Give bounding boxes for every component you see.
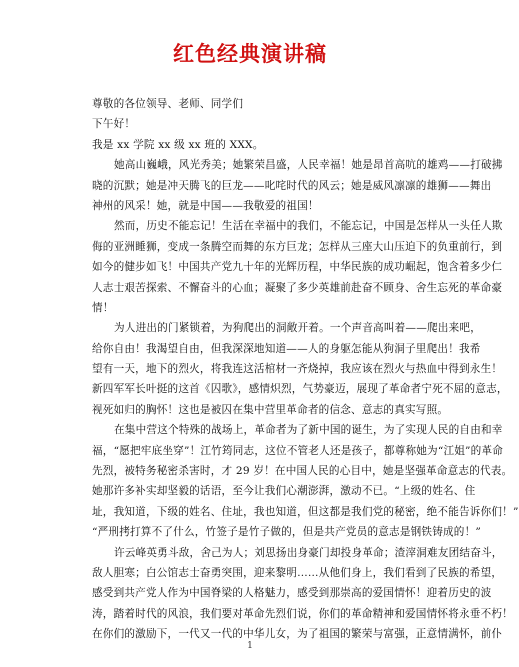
text-line: 侮的亚洲睡狮，变成一条腾空而舞的东方巨龙；怎样从三座大山压迫下的负重前行，到: [92, 240, 503, 253]
text-line: 址，我知道，下级的姓名、住址，我也知道，但这都是我们党的秘密，绝不能告诉你们！”: [92, 505, 519, 518]
text-line: 她高山巍峨，风光秀美；她繁荣昌盛，人民幸福！她是昂首高吭的雄鸡——打破拂: [114, 159, 503, 172]
text-line: 下午好！: [92, 118, 136, 131]
text-line: 为人进出的门紧锁着，为狗爬出的洞敞开着。一个声音高叫着——爬出来吧，: [114, 322, 481, 335]
text-line: 视死如归的胸怀！这也是被囚在集中营里革命者的信念、意志的真实写照。: [92, 403, 449, 416]
text-line: 神州的风采！她，就是中国——我敬爱的祖国！: [92, 199, 319, 212]
text-line: 人志士艰苦探索、不懈奋斗的心血；凝聚了多少英雄前赴奋不顾身、舍生忘死的革命豪: [92, 281, 503, 294]
text-line: 情！: [92, 301, 114, 314]
text-line: 她那许多补实却坚毅的话语，至今让我们心潮澎湃，激动不已。“上级的姓名、住: [92, 485, 476, 498]
text-line: 在集中营这个特殊的战场上，革命者为了新中国的诞生，为了实现人民的自由和幸: [114, 424, 503, 437]
text-line: 福，“愿把牢底坐穿”！江竹筠同志，这位不管老人还是孩子，都尊称她为“江姐”的革命: [92, 444, 504, 457]
text-line: 敌人胆寒；白公馆志士奋勇突围，迎来黎明……从他们身上，我们看到了民族的希望，: [92, 566, 503, 579]
text-line: 尊敬的各位领导、老师、同学们: [92, 98, 244, 110]
text-line: 晓的沉默；她是冲天腾飞的巨龙——叱咤时代的风云；她是威风凛凛的雄狮——舞出: [92, 179, 492, 192]
text-line: 然而，历史不能忘记！生活在幸福中的我们，不能忘记，中国是怎样从一头任人欺: [114, 220, 503, 233]
text-line: 我是 xx 学院 xx 级 xx 班的 XXX。: [92, 138, 264, 151]
page-number: 1: [247, 641, 253, 651]
text-line: 如今的健步如飞！中国共产党九十年的光辉历程，中华民族的成功崛起，饱含着多少仁: [92, 261, 503, 274]
text-line: 新四军军长叶挺的这首《囚歌》，感情炽烈，气势豪迈，展现了革命者宁死不屈的意志，: [92, 383, 508, 396]
text-line: 感受到共产党人作为中国脊梁的人格魅力，感受到那崇高的爱国情怀！迎着历史的波: [92, 587, 492, 600]
document-body: [92, 94, 519, 645]
text-line: 先烈，被特务秘密杀害时，才 29 岁！在中国人民的心目中，她是坚强革命意志的代表。: [92, 465, 513, 478]
text-line: “严刑拷打算不了什么，竹签子是竹子做的，但是共产党员的意志是钢铁铸成的！”: [92, 526, 482, 539]
text-line: 许云峰英勇斗敌，舍己为人；刘思扬出身豪门却投身革命；渣滓洞难友团结奋斗，: [114, 546, 503, 559]
document-title: 红色经典演讲稿: [173, 41, 327, 66]
text-line: 给你自由！我渴望自由，但我深深地知道——人的身躯怎能从狗洞子里爬出！我希: [92, 342, 481, 355]
text-line: 望有一天，地下的烈火，将我连这活棺材一齐烧掉，我应该在烈火与热血中得到永生！: [92, 363, 503, 376]
text-line: 在你们的激励下，一代又一代的中华儿女，为了祖国的繁荣与富强，正意情满怀，前仆: [92, 628, 503, 641]
text-line: 涛，踏着时代的风浪，我们要对革命先烈们说，你们的革命精神和爱国情怀将永垂不朽！: [92, 607, 513, 620]
